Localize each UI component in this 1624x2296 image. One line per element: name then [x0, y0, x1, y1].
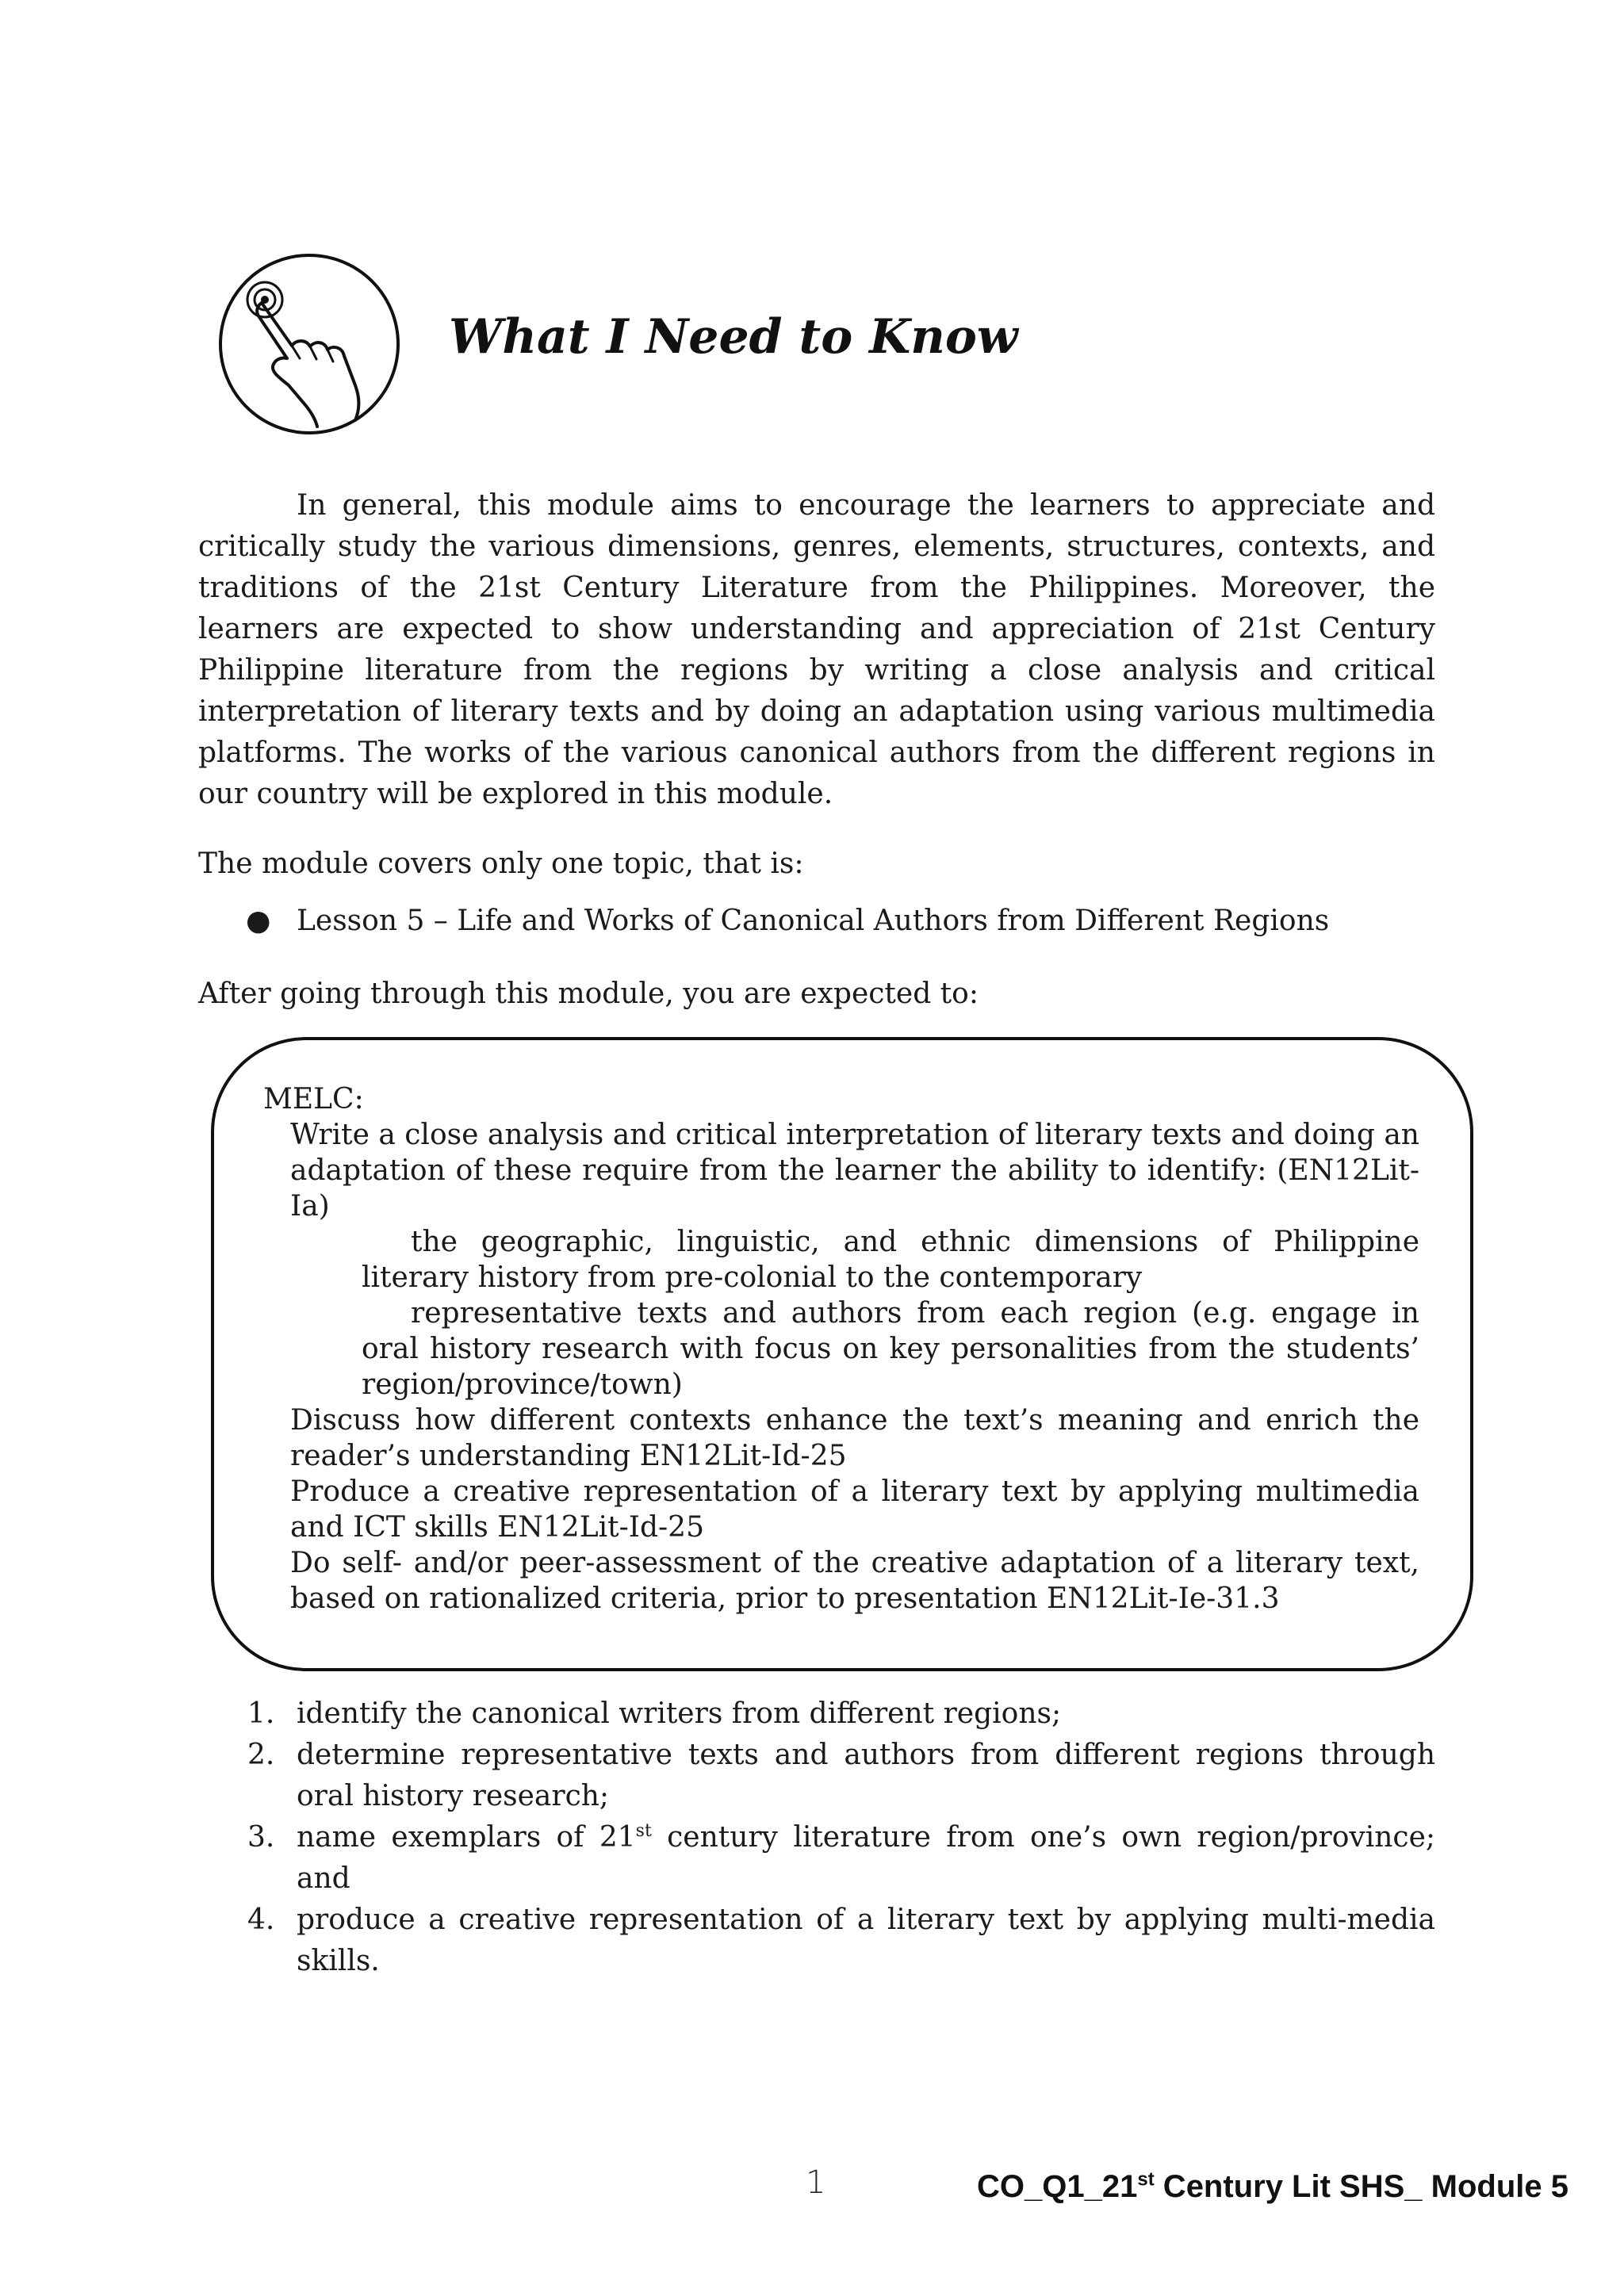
melc-content: [262, 1081, 1419, 1617]
covers-text: The module covers only one topic, that is:: [198, 848, 804, 880]
objective-number: 3.: [247, 1821, 275, 1854]
after-text: After going through this module, you are expected to:: [198, 978, 979, 1010]
objective-text: produce a creative representation of a literary text by applying multi-media skills.: [297, 1904, 1435, 1977]
melc-sub-item: representative texts and authors from each region (e.g. engage in oral history research with focus on key personalities from the students’ region/province/town): [362, 1297, 1419, 1401]
objective-text: identify the canonical writers from different regions;: [297, 1697, 1062, 1730]
topic-list: [198, 901, 1435, 942]
melc-item: Produce a creative representation of a literary text by applying multimedia and ICT skills EN12Lit-Id-25: [290, 1475, 1419, 1544]
objective-text: name exemplars of 21st century literature from one’s own region/province; and: [297, 1821, 1435, 1895]
objective-item: [198, 1817, 1435, 1900]
bullet-icon: ●: [246, 905, 271, 937]
topic-text: Lesson 5 – Life and Works of Canonical Authors from Different Regions: [297, 905, 1330, 937]
objective-number: 2.: [247, 1739, 275, 1771]
melc-label: MELC:: [263, 1083, 364, 1115]
melc-intro: Write a close analysis and critical interpretation of literary texts and doing an adaptation of these require from the learner the ability to identify: (EN12Lit-Ia): [290, 1119, 1419, 1223]
topic-item: [198, 901, 1435, 942]
intro-paragraph: In general, this module aims to encourage the learners to appreciate and critically study the various dimensions, genres, elements, structures, contexts, and traditions of the 21st Century Literature from the Philippines. Moreover, the learners are expected to show understanding and appreciation of 21st Century Philippine literature from the regions by writing a close analysis and critical interpretation of literary texts and by doing an adaptation using various multimedia platforms. The works of the various canonical authors from the different regions in our country will be explored in this module.: [198, 489, 1435, 810]
hand-pointing-icon: [216, 251, 403, 438]
footer-module-code: CO_Q1_21st Century Lit SHS_ Module 5: [977, 2168, 1568, 2204]
page-title: What I Need to Know: [449, 309, 1018, 365]
objective-number: 4.: [247, 1904, 275, 1936]
objectives-list: [198, 1693, 1435, 1982]
objective-item: [198, 1900, 1435, 1982]
objective-item: [198, 1693, 1435, 1735]
page-number: 1: [806, 2164, 826, 2201]
melc-item: Do self- and/or peer-assessment of the creative adaptation of a literary text, based on rationalized criteria, prior to presentation EN12Lit-Ie-31.3: [290, 1547, 1419, 1615]
objective-number: 1.: [247, 1697, 275, 1730]
objective-item: [198, 1735, 1435, 1817]
melc-sub-item: the geographic, linguistic, and ethnic dimensions of Philippine literary history from pre-colonial to the contemporary: [362, 1226, 1419, 1294]
objective-text: determine representative texts and authors from different regions through oral history research;: [297, 1739, 1435, 1812]
melc-item: Discuss how different contexts enhance the text’s meaning and enrich the reader’s understanding EN12Lit-Id-25: [290, 1404, 1419, 1472]
